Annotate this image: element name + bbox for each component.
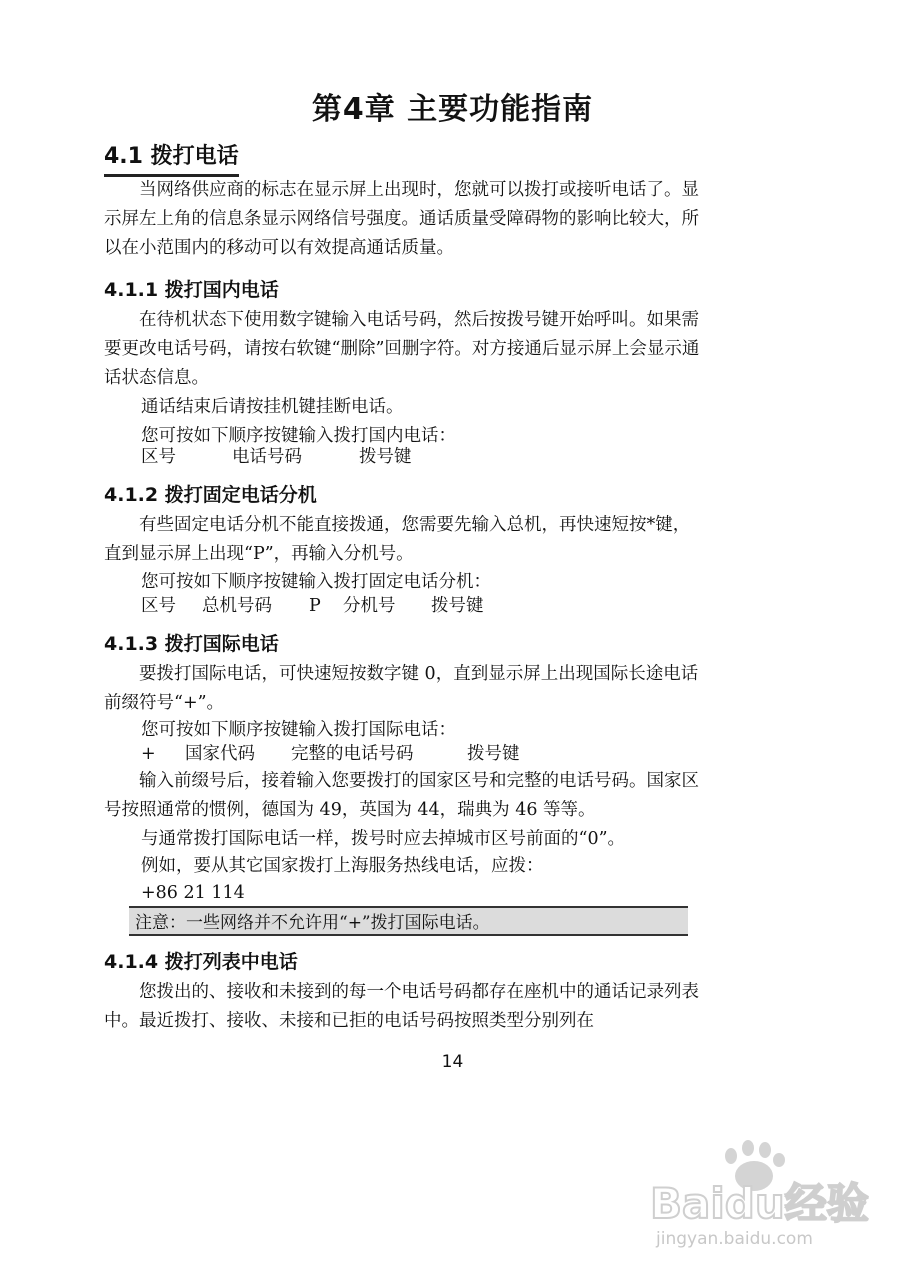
sequence-item: 拨号键 <box>431 596 484 616</box>
line-4-1-3-a: 您可按如下顺序按键输入拨打国际电话： <box>141 720 456 740</box>
sequence-item: 区号 <box>141 596 176 616</box>
line-4-1-1-a: 通话结束后请按挂机键挂断电话。 <box>141 397 404 417</box>
svg-text:Baidu经验: Baidu经验 <box>650 1179 869 1228</box>
paragraph-4-1: 当网络供应商的标志在显示屏上出现时，您就可以拨打或接听电话了。显示屏左上角的信息条显示网络信号强度。通话质量受障碍物的影响比较大，所以在小范围内的移动可以有效提高通话质量。 <box>104 180 699 258</box>
sequence-item: 完整的电话号码 <box>291 744 414 764</box>
section-heading-4-1-2: 4.1.2 拨打固定电话分机 <box>104 484 317 506</box>
section-heading-4-1-3: 4.1.3 拨打国际电话 <box>104 633 279 655</box>
svg-text:jingyan.baidu.com: jingyan.baidu.com <box>656 1229 813 1248</box>
baidu-paw-logo-icon <box>648 1128 878 1248</box>
line-4-1-2-a: 您可按如下顺序按键输入拨打固定电话分机： <box>141 572 491 592</box>
sequence-item: 分机号 <box>343 596 396 616</box>
sequence-item: 国家代码 <box>185 744 255 764</box>
sequence-item: 拨号键 <box>467 744 520 764</box>
sequence-item: 区号 <box>141 447 176 467</box>
line-4-1-1-b: 您可按如下顺序按键输入拨打国内电话： <box>141 426 456 446</box>
paragraph-4-1-1: 在待机状态下使用数字键输入电话号码，然后按拨号键开始呼叫。如果需要更改电话号码，请按右软键“删除”回删字符。对方接通后显示屏上会显示通话状态信息。 <box>104 310 700 388</box>
section-heading-4-1: 4.1 拨打电话 <box>104 142 239 177</box>
page-number: 14 <box>441 1052 464 1072</box>
paragraph-4-1-2: 有些固定电话分机不能直接拨通，您需要先输入总机，再快速短按*键，直到显示屏上出现“P”，再输入分机号。 <box>104 515 691 564</box>
line-4-1-3-c: 例如，要从其它国家拨打上海服务热线电话，应拨： <box>141 856 544 876</box>
note-box: 注意：一些网络并不允许用“+”拨打国际电话。 <box>129 906 688 936</box>
baidu-jingyan-watermark <box>648 1128 878 1248</box>
section-heading-4-1-4: 4.1.4 拨打列表中电话 <box>104 951 298 973</box>
paragraph-4-1-3-b: 输入前缀号后，接着输入您要拨打的国家区号和完整的电话号码。国家区号按照通常的惯例，德国为 49，英国为 44，瑞典为 46 等等。 <box>104 771 699 820</box>
sequence-item: + <box>141 744 156 764</box>
sequence-item: 总机号码 <box>202 596 272 616</box>
chapter-title: 第4章 主要功能指南 <box>311 92 594 127</box>
sequence-item: P <box>309 596 321 616</box>
sequence-item: 电话号码 <box>232 447 302 467</box>
paragraph-4-1-3-a: 要拨打国际电话，可快速短按数字键 0，直到显示屏上出现国际长途电话前缀符号“+”。 <box>104 664 699 713</box>
paragraph-4-1-4: 您拨出的、接收和未接到的每一个电话号码都存在座机中的通话记录列表中。最近拨打、接收、未接和已拒的电话号码按照类型分别列在 <box>104 982 699 1031</box>
section-heading-4-1-1: 4.1.1 拨打国内电话 <box>104 279 279 301</box>
line-4-1-3-b: 与通常拨打国际电话一样，拨号时应去掉城市区号前面的“0”。 <box>141 829 626 849</box>
example-number: +86 21 114 <box>141 883 245 903</box>
sequence-item: 拨号键 <box>359 447 412 467</box>
